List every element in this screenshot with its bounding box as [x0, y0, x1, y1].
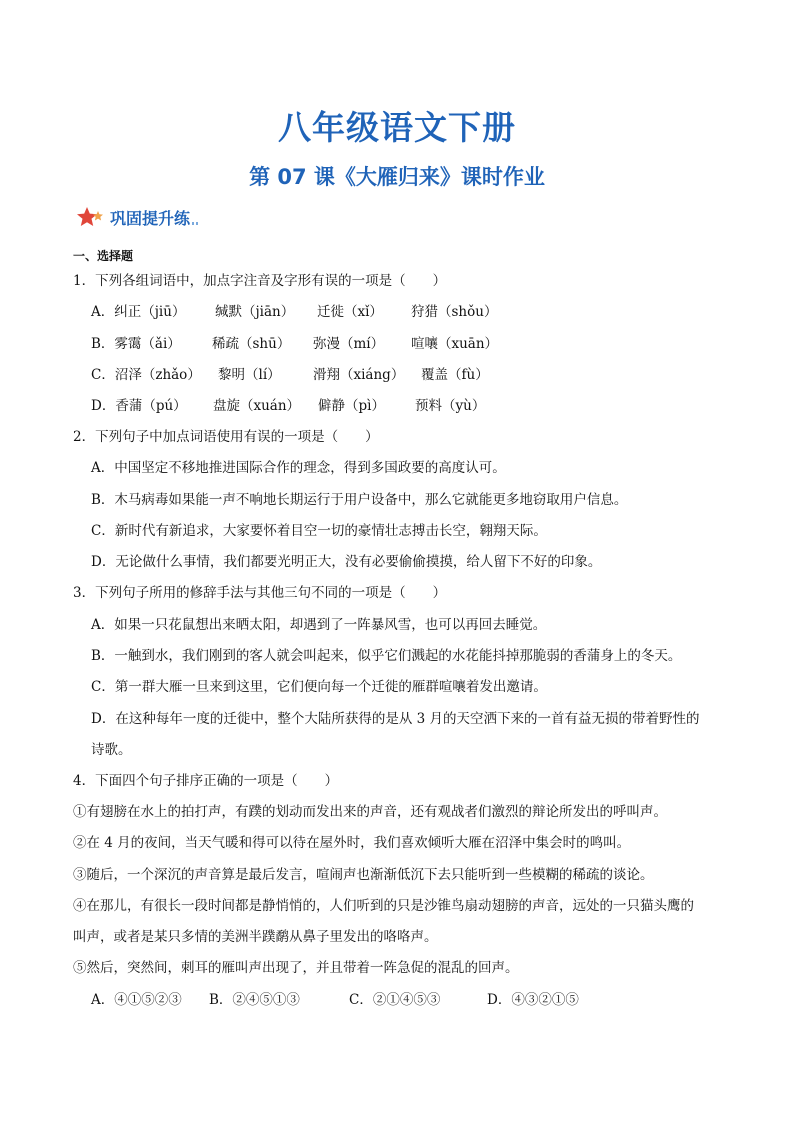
question-stem: 4．下面四个句子排序正确的一项是（ ）: [73, 773, 339, 789]
option-cell: 迁徙（xǐ）: [317, 304, 383, 320]
banner-label: 巩固提升练: [110, 208, 191, 228]
option-line: A．中国坚定不移地推进国际合作的理念，得到多国政要的高度认可。: [91, 460, 506, 476]
option-cell: 滑翔（xiáng）: [313, 367, 405, 383]
option-cell: B．②④⑤①③: [209, 992, 300, 1008]
sentence-line: ②在 4 月的夜间，当天气暖和得可以待在屋外时，我们喜欢倾听大雁在沼泽中集会时的鸣叫。: [73, 835, 631, 851]
lesson-subtitle: 第 07 课《大雁归来》课时作业: [249, 165, 545, 189]
banner-decoration: [192, 222, 200, 225]
option-cell: 盘旋（xuán）: [213, 398, 301, 414]
option-cell: 缄默（jiān）: [215, 304, 295, 320]
option-line: D．无论做什么事情，我们都要光明正大，没有必要偷偷摸摸，给人留下不好的印象。: [91, 554, 602, 570]
sentence-line: ⑤然后，突然间，刺耳的雁叫声出现了，并且带着一阵急促的混乱的回声。: [73, 960, 519, 976]
star-icon: [76, 205, 106, 229]
option-line-continued: 诗歌。: [91, 742, 132, 758]
option-cell: 喧嚷（xuān）: [411, 336, 499, 352]
page-title: 八年级语文下册: [278, 108, 516, 147]
option-cell: 稀疏（shū）: [212, 336, 291, 352]
option-cell: D．香蒲（pú）: [91, 398, 187, 414]
sentence-line: ④在那儿，有很长一段时间都是静悄悄的，人们听到的只是沙锥鸟扇动翅膀的声音，远处的一只猫头鹰的: [73, 898, 694, 914]
option-cell: C．②①④⑤③: [349, 992, 441, 1008]
option-cell: 狩猎（shǒu）: [411, 304, 498, 320]
sentence-line: ①有翅膀在水上的拍打声，有蹼的划动而发出来的声音，还有观战者们激烈的辩论所发出的呼叫声。: [73, 804, 667, 820]
section-heading: 一、选择题: [73, 249, 134, 263]
question-stem: 2．下列句子中加点词语使用有误的一项是（ ）: [73, 429, 379, 445]
question-stem: 1．下列各组词语中，加点字注音及字形有误的一项是（ ）: [73, 273, 447, 289]
option-cell: A．纠正（jiū）: [91, 304, 186, 320]
option-cell: 预料（yù）: [415, 398, 486, 414]
sentence-line-continued: 叫声，或者是某只多情的美洲半蹼鹬从鼻子里发出的咯咯声。: [73, 929, 438, 945]
option-cell: 覆盖（fù）: [421, 367, 489, 383]
option-cell: C．沼泽（zhǎo）: [91, 367, 201, 383]
option-line: D．在这种每年一度的迁徙中，整个大陆所获得的是从 3 月的天空洒下来的一首有益无损的带着野性的: [91, 711, 700, 727]
option-line: B．一触到水，我们刚到的客人就会叫起来，似乎它们溅起的水花能抖掉那脆弱的香蒲身上的冬天。: [91, 648, 682, 664]
section-banner: [76, 203, 200, 231]
option-cell: B．雾霭（ǎi）: [91, 336, 181, 352]
option-line: A．如果一只花鼠想出来晒太阳，却遇到了一阵暴风雪，也可以再回去睡觉。: [91, 617, 547, 633]
option-line: C．第一群大雁一旦来到这里，它们便向每一个迁徙的雁群喧嚷着发出邀请。: [91, 679, 547, 695]
option-cell: 僻静（pì）: [318, 398, 385, 414]
option-line: B．木马病毒如果能一声不响地长期运行于用户设备中，那么它就能更多地窃取用户信息。: [91, 492, 628, 508]
sentence-line: ③随后，一个深沉的声音算是最后发言，喧闹声也渐渐低沉下去只能听到一些模糊的稀疏的谈论。: [73, 867, 654, 883]
option-line: C．新时代有新追求，大家要怀着目空一切的豪情壮志搏击长空，翱翔天际。: [91, 523, 547, 539]
option-cell: 弥漫（mí）: [313, 336, 385, 352]
question-stem: 3．下列句子所用的修辞手法与其他三句不同的一项是（ ）: [73, 585, 447, 601]
option-cell: A．④①⑤②③: [91, 992, 182, 1008]
option-cell: 黎明（lí）: [218, 367, 281, 383]
option-cell: D．④③②①⑤: [487, 992, 579, 1008]
